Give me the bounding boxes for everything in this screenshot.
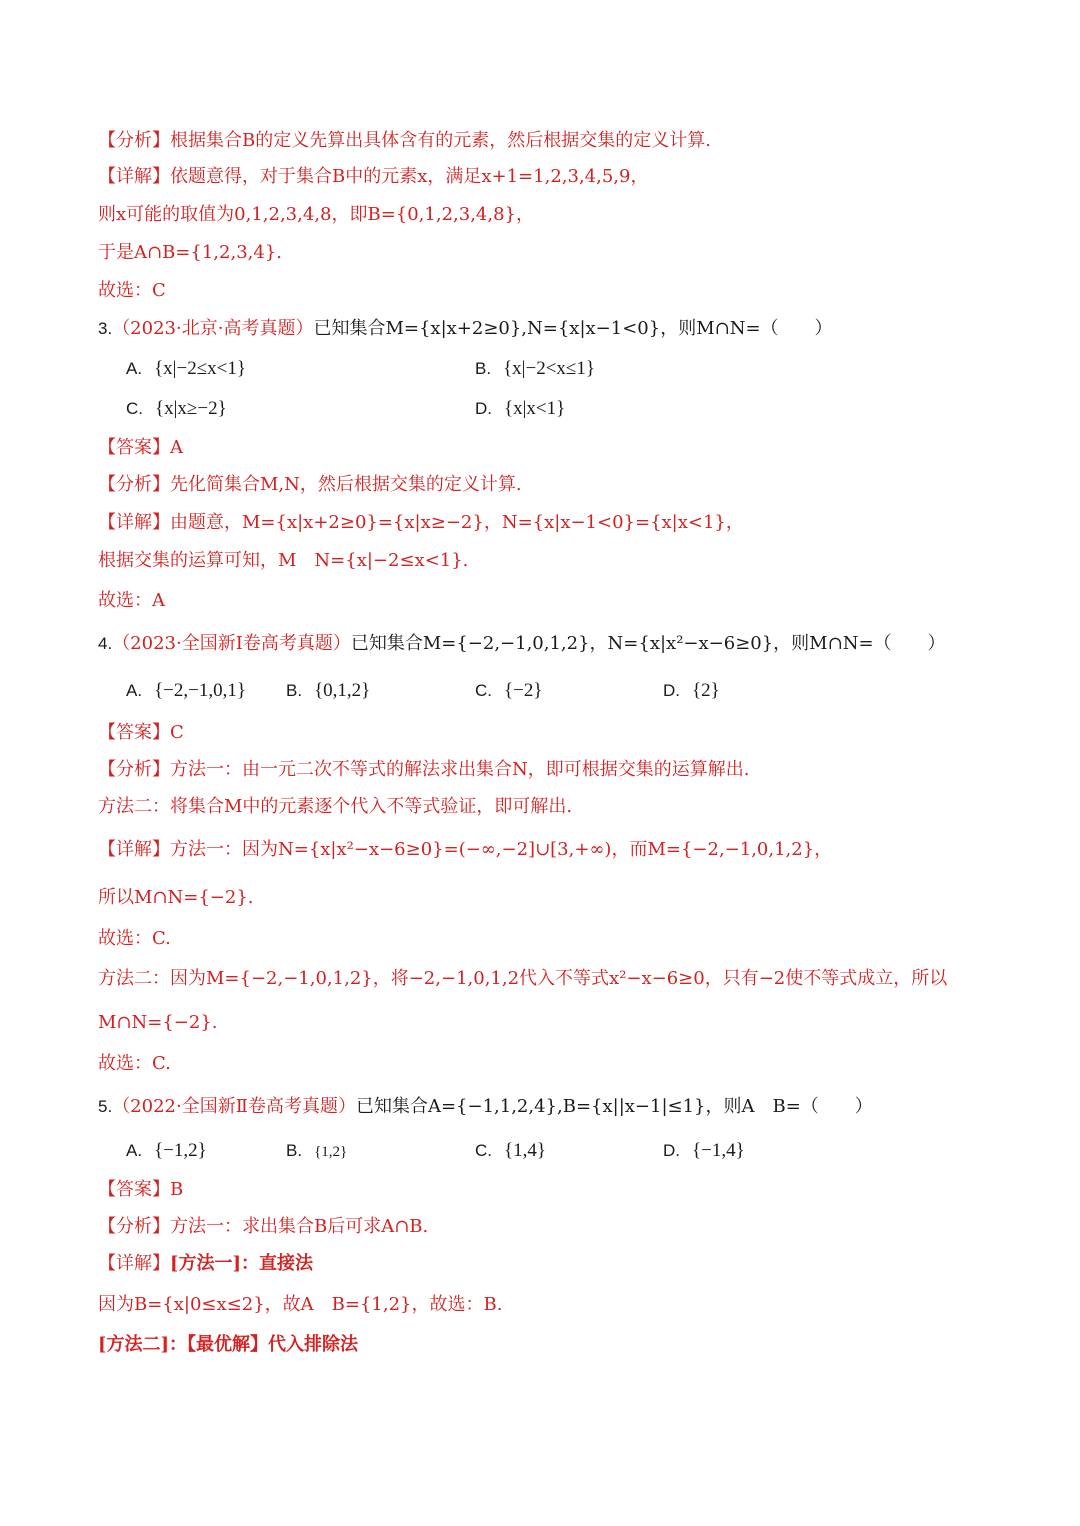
q5-answer: 【答案】B — [98, 1179, 184, 1200]
q4-method2-result: M∩N={−2}. — [98, 1012, 218, 1033]
prev-analysis: 【分析】根据集合B的定义先算出具体含有的元素，然后根据交集的定义计算. — [98, 130, 711, 151]
q3-option-c: C. {x|x≥−2} — [126, 398, 227, 419]
q3-choice: 故选：A — [98, 590, 165, 611]
prev-choice: 故选：C — [98, 280, 166, 301]
q5-detail-tag: 【详解】 — [98, 1253, 170, 1274]
q3-answer: 【答案】A — [98, 437, 183, 458]
q3-option-a: A. {x|−2≤x<1} — [126, 358, 246, 379]
q4-analysis-line1: 【分析】方法一：由一元二次不等式的解法求出集合N，即可根据交集的运算解出. — [98, 759, 750, 780]
q4-method2: 方法二：因为M={−2,−1,0,1,2}，将−2,−1,0,1,2代入不等式x²−x−6≥0，只有−2使不等式成立，所以 — [98, 968, 948, 989]
q5-stem: 已知集合A={−1,1,2,4},B={x||x−1|≤1}，则A B=（ ） — [355, 1096, 873, 1117]
q5-option-a: A. {−1,2} — [126, 1140, 207, 1161]
prev-detail-line1: 【详解】依题意得，对于集合B中的元素x，满足x+1=1,2,3,4,5,9， — [98, 166, 649, 187]
q5-detail-method: [方法一]：直接法 — [170, 1253, 314, 1274]
prev-detail-line2: 则x可能的取值为0,1,2,3,4,8，即B={0,1,2,3,4,8}， — [98, 204, 535, 225]
q4-stem: 已知集合M={−2,−1,0,1,2}，N={x|x²−x−6≥0}，则M∩N=（ ） — [350, 633, 946, 654]
q4-answer: 【答案】C — [98, 722, 184, 743]
q3-detail-line1: 【详解】由题意，M={x|x+2≥0}={x|x≥−2}，N={x|x−1<0}={x|x<1}， — [98, 512, 744, 533]
q4-detail-line1: 【详解】方法一：因为N={x|x²−x−6≥0}=(−∞,−2]∪[3,+∞)，而M={−2,−1,0,1,2}， — [98, 839, 833, 860]
q4-option-c: C. {−2} — [475, 680, 543, 701]
q5-option-c: C. {1,4} — [475, 1140, 546, 1161]
q3-number: 3. — [98, 319, 113, 338]
q4-analysis-line2: 方法二：将集合M中的元素逐个代入不等式验证，即可解出. — [98, 796, 573, 817]
q3-stem: 已知集合M={x|x+2≥0},N={x|x−1<0}，则M∩N=（ ） — [313, 318, 833, 339]
q4-option-a: A. {−2,−1,0,1} — [126, 680, 246, 701]
q5-option-b: B. {1,2} — [286, 1141, 348, 1160]
q4-stem-line — [98, 629, 1020, 659]
q4-detail-line2: 所以M∩N={−2}. — [98, 887, 254, 908]
q4-choice-2: 故选：C. — [98, 1053, 171, 1074]
q3-stem-line — [98, 314, 1020, 344]
prev-detail-line3: 于是A∩B={1,2,3,4}. — [98, 242, 282, 263]
q3-analysis: 【分析】先化简集合M,N，然后根据交集的定义计算. — [98, 474, 522, 495]
q3-detail-line2: 根据交集的运算可知，M N={x|−2≤x<1}. — [98, 550, 469, 571]
q5-analysis: 【分析】方法一：求出集合B后可求A∩B. — [98, 1216, 429, 1237]
q4-number: 4. — [98, 634, 113, 653]
q4-option-b: B. {0,1,2} — [286, 680, 371, 701]
q5-stem-line — [98, 1092, 1020, 1122]
q5-detail-heading — [98, 1249, 1020, 1279]
q5-method2-heading: [方法二]：【最优解】代入排除法 — [98, 1334, 359, 1355]
q5-source: （2022·全国新Ⅱ卷高考真题） — [112, 1096, 356, 1117]
q5-detail-line1: 因为B={x|0≤x≤2}，故A B={1,2}，故选：B. — [98, 1294, 503, 1315]
q5-option-d: D. {−1,4} — [663, 1140, 745, 1161]
q4-choice-1: 故选：C. — [98, 928, 171, 949]
q4-source: （2023·全国新Ⅰ卷高考真题） — [112, 633, 351, 654]
q5-number: 5. — [98, 1097, 113, 1116]
q3-option-d: D. {x|x<1} — [475, 398, 566, 419]
q4-option-d: D. {2} — [663, 680, 720, 701]
q3-source: （2023·北京·高考真题） — [112, 318, 314, 339]
q3-option-b: B. {x|−2<x≤1} — [475, 358, 595, 379]
